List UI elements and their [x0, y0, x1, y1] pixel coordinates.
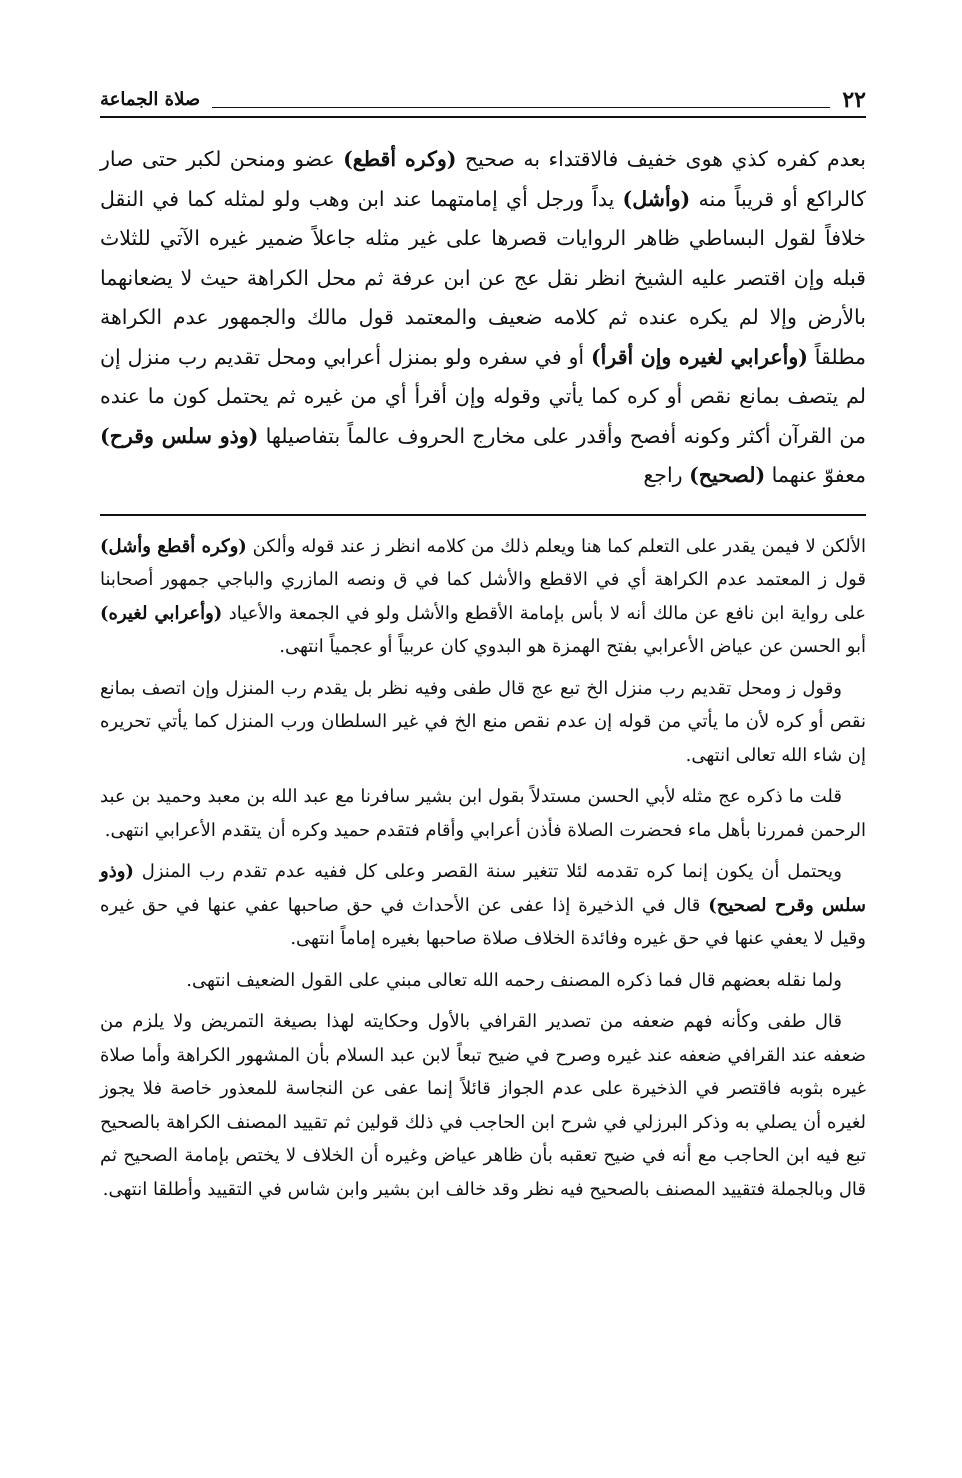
text-run: يداً ورجل أي إمامتهما عند ابن وهب ولو لمثله كما في النقل خلافاً لقول البساطي ظاهر الروايات قصرها على غير مثله جاعلاً ضمير غيره الآتي للثلاث قبله وإن اقتصر عليه الشيخ انظر نقل عج عن ابن عرفة ثم محل الكراهة حيث لا يضعانهما بالأرض وإلا لم يكره عنده ثم كلامه ضعيف والمعتمد قول مالك والجمهور عدم الكراهة مطلقاً — [100, 186, 867, 369]
footnote-paragraph: ولما نقله بعضهم قال فما ذكره المصنف رحمه الله تعالى مبني على القول الضعيف انتهى. — [186, 969, 842, 991]
text-run: قول ز المعتمد عدم الكراهة أي في الاقطع والأشل كما في ق ونصه المازري والباجي جمهور أصحابنا على رواية ابن نافع عن مالك أنه لا بأس بإمامة الأقطع والأشل ولو في الجمعة والأعياد — [100, 569, 866, 624]
text-run: عضو ومنحن لكبر حتى صار كالراكع أو قريباً منه — [100, 147, 866, 211]
text-run: راجع — [643, 463, 690, 487]
bold-term: (وكره أقطع وأشل) — [100, 535, 247, 557]
footnote-paragraph: قلت ما ذكره عج مثله لأبي الحسن مستدلاً بقول ابن بشير سافرنا مع عبد الله بن معبد وحميد بن عبد الرحمن فمررنا بأهل ماء فحضرت الصلاة فأذن أعرابي وأقام فتقدم حميد وكره أن يتقدم الأعرابي انتهى. — [100, 786, 866, 841]
running-title: صلاة الجماعة — [100, 89, 201, 110]
footnote-paragraph — [100, 855, 866, 956]
running-header — [100, 82, 866, 118]
text-run: بعدم كفره كذي هوى خفيف فالاقتداء به صحيح — [456, 147, 866, 171]
footnotes — [100, 530, 866, 1207]
book-page — [100, 82, 866, 1422]
text-run: معفوّ عنهما — [765, 463, 866, 487]
text-run: أبو الحسن عن عياض الأعرابي بفتح الهمزة هو البدوي كان عربياً أو عجمياً انتهى. — [279, 636, 866, 657]
bold-term: (لصحيح) — [689, 463, 766, 487]
page-number: ٢٢ — [842, 87, 866, 113]
text-run: أو في سفره ولو بمنزل أعرابي ومحل تقديم رب منزل إن لم يتصف بمانع نقص أو كره كما يأتي وقوله وإن أقرأ أي من غيره ثم يحتمل كون ما عنده من القرآن أكثر وكونه أفصح وأقدر على مخارج الحروف عالماً بتفاصيلها — [100, 344, 866, 448]
bold-term: (وأشل) — [622, 186, 691, 211]
text-run: الألكن لا فيمن يقدر على التعلم كما هنا ويعلم ذلك من كلامه انظر ز عند قوله وألكن — [246, 535, 866, 557]
header-rule — [212, 107, 830, 108]
footnote-paragraph: وقول ز ومحل تقديم رب منزل الخ تبع عج قال طفى وفيه نظر بل يقدم رب المنزل وإن اتصف بمانع نقص أو كره لأن ما يأتي من قوله إن عدم نقص منع الخ في غير السلطان ورب المنزل كما يأتي تحريره إن شاء الله تعالى انتهى. — [100, 677, 866, 766]
bold-term: (وذو سلس وقرح) — [100, 423, 259, 448]
bold-term: (وكره أقطع) — [343, 147, 457, 171]
text-run: قال في الذخيرة إذا عفى عن الأحداث في حق صاحبها عفي عنها في حق غيره وقيل لا يعفي عنها في حق غيره وفائدة الخلاف صلاة صاحبها بغيره إماماً انتهى. — [100, 894, 866, 949]
main-paragraph — [100, 140, 866, 496]
bold-term: (وأعرابي لغيره) — [100, 602, 223, 624]
main-text — [100, 140, 866, 496]
text-run: ويحتمل أن يكون إنما كره تقدمه لئلا تتغير سنة القصر وعلى كل ففيه عدم تقدم رب المنزل — [133, 861, 842, 882]
footnote-paragraph — [100, 530, 866, 664]
footnote-separator — [100, 514, 866, 516]
bold-term: (وذو سلس وقرح لصحيح) — [100, 861, 866, 916]
bold-term: (وأعرابي لغيره وإن أقرأ) — [590, 344, 808, 369]
footnote-paragraph: قال طفى وكأنه فهم ضعفه من تصدير القرافي بالأول وحكايته لهذا بصيغة التمريض ولا يلزم من ضعفه عند القرافي ضعفه عند غيره وصرح في ضيح تبعاً لابن عبد السلام بأن المشهور الكراهة وأما صلاة غيره بثوبه فاقتصر في الذخيرة على عدم الجواز قائلاً إنما عفى عن النجاسة للمعذور خاصة فلا يجوز لغيره أن يصلي به وذكر البرزلي في شرح ابن الحاجب في ذلك قولين ثم تقييد المصنف الكراهة بالصحيح تبع فيه ابن الحاجب مع أنه في ضيح تعقبه بأن ظاهر عياض وغيره أن الخلاف لا يختص بإمامة الصحيح ثم قال وبالجملة فتقييد المصنف بالصحيح فيه نظر وقد خالف ابن بشير وابن شاس في التقييد وأطلقا انتهى. — [100, 1011, 866, 1200]
